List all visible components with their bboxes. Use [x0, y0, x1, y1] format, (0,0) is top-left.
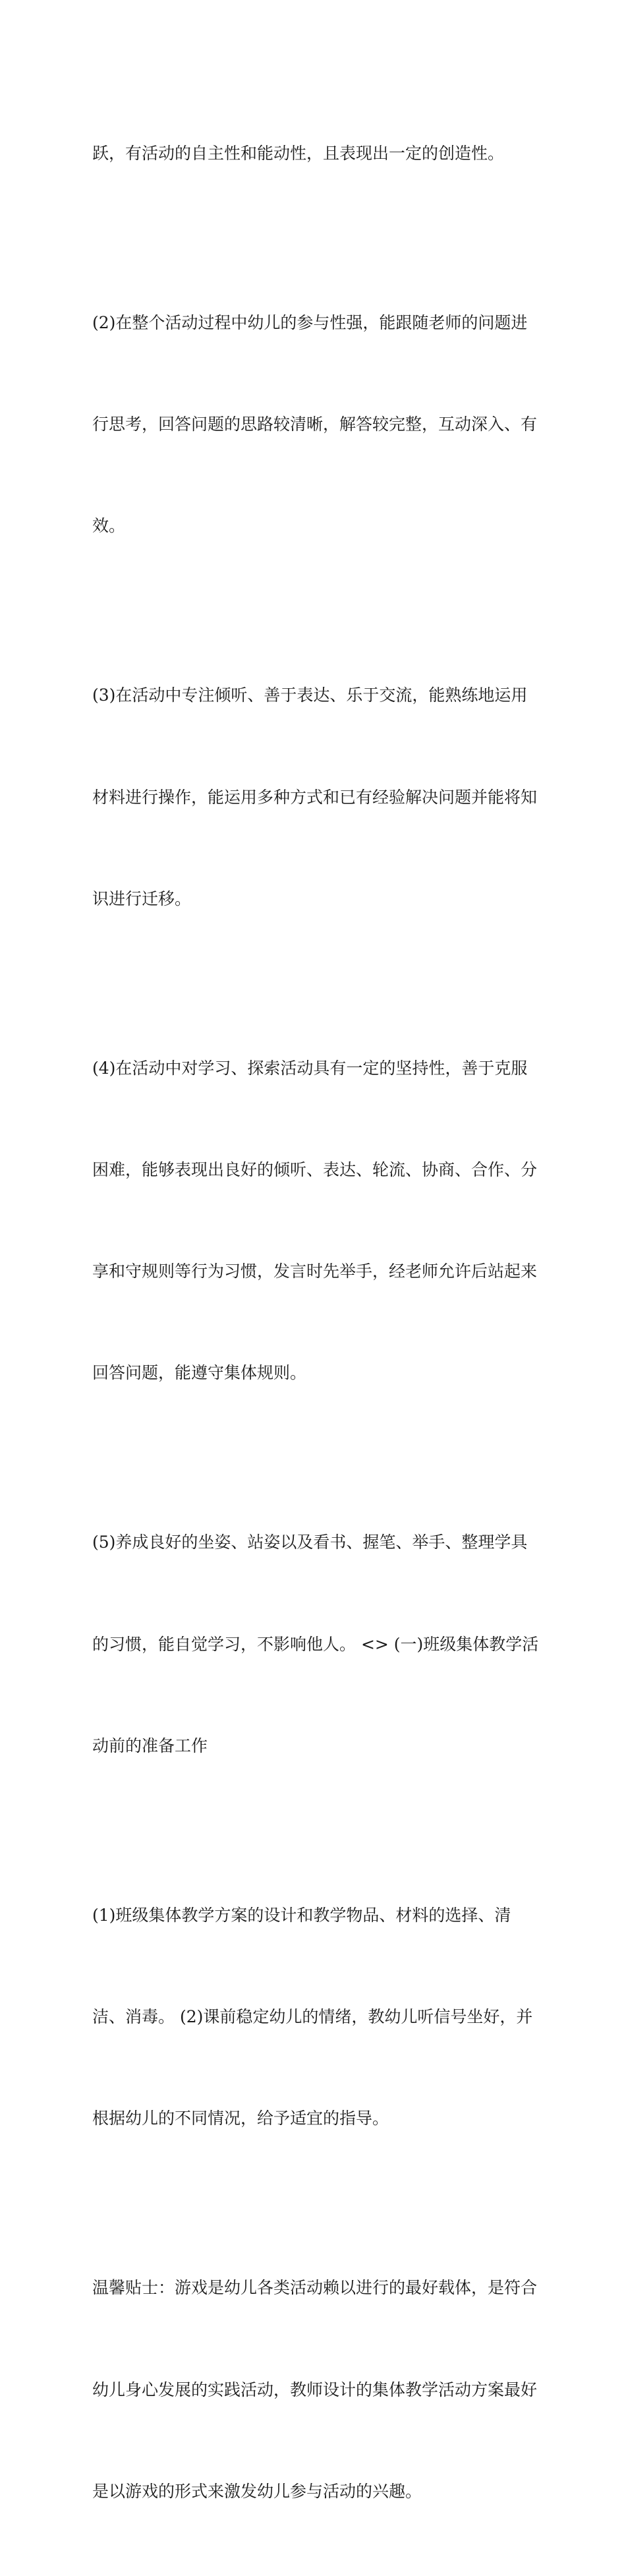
text-line: 享和守规则等行为习惯，发言时先举手，经老师允许后站起来 — [92, 1262, 538, 1281]
text-line: 幼儿身心发展的实践活动，教师设计的集体教学活动方案最好 — [92, 2380, 538, 2399]
text-line: 识进行迁移。 — [92, 889, 192, 908]
text-line: (2)在整个活动过程中幼儿的参与性强，能跟随老师的问题进 — [92, 312, 528, 332]
paragraph-item-5 — [92, 1458, 539, 1830]
paragraph-tip — [92, 2204, 538, 2576]
text-line: 的习惯，能自觉学习，不影响他人。 <> (一)班级集体教学活 — [92, 1634, 539, 1654]
document-body — [92, 69, 539, 2576]
text-line: 困难，能够表现出良好的倾听、表达、轮流、协商、合作、分 — [92, 1160, 538, 1179]
text-line: 洁、消毒。 (2)课前稳定幼儿的情绪，教幼儿听信号坐好，并 — [92, 2007, 533, 2027]
paragraph-item-4 — [92, 983, 538, 1458]
text-line: 动前的准备工作 — [92, 1736, 208, 1755]
text-line: 是以游戏的形式来激发幼儿参与活动的兴趣。 — [92, 2481, 422, 2501]
text-line: (4)在活动中对学习、探索活动具有一定的坚持性，善于克服 — [92, 1058, 528, 1078]
text-line: 效。 — [92, 516, 126, 536]
text-line: 材料进行操作，能运用多种方式和已有经验解决问题并能将知 — [92, 787, 538, 807]
text-line: 行思考，回答问题的思路较清晰，解答较完整，互动深入、有 — [92, 415, 538, 434]
paragraph-item-2 — [92, 238, 538, 610]
text-line: 跃，有活动的自主性和能动性，且表现出一定的创造性。 — [92, 143, 505, 163]
text-line: 根据幼儿的不同情况，给予适宜的指导。 — [92, 2109, 389, 2128]
text-line: 温馨贴士：游戏是幼儿各类活动赖以进行的最好载体，是符合 — [92, 2278, 538, 2298]
paragraph-continuation — [92, 69, 535, 238]
text-line: 回答问题，能遵守集体规则。 — [92, 1363, 307, 1383]
text-line: (3)在活动中专注倾听、善于表达、乐于交流，能熟练地运用 — [92, 686, 528, 705]
paragraph-item-3 — [92, 611, 538, 983]
text-line: (1)班级集体教学方案的设计和教学物品、材料的选择、清 — [92, 1905, 511, 1925]
paragraph-preparation — [92, 1830, 535, 2203]
text-line: (5)养成良好的坐姿、站姿以及看书、握笔、举手、整理学具 — [92, 1533, 528, 1552]
